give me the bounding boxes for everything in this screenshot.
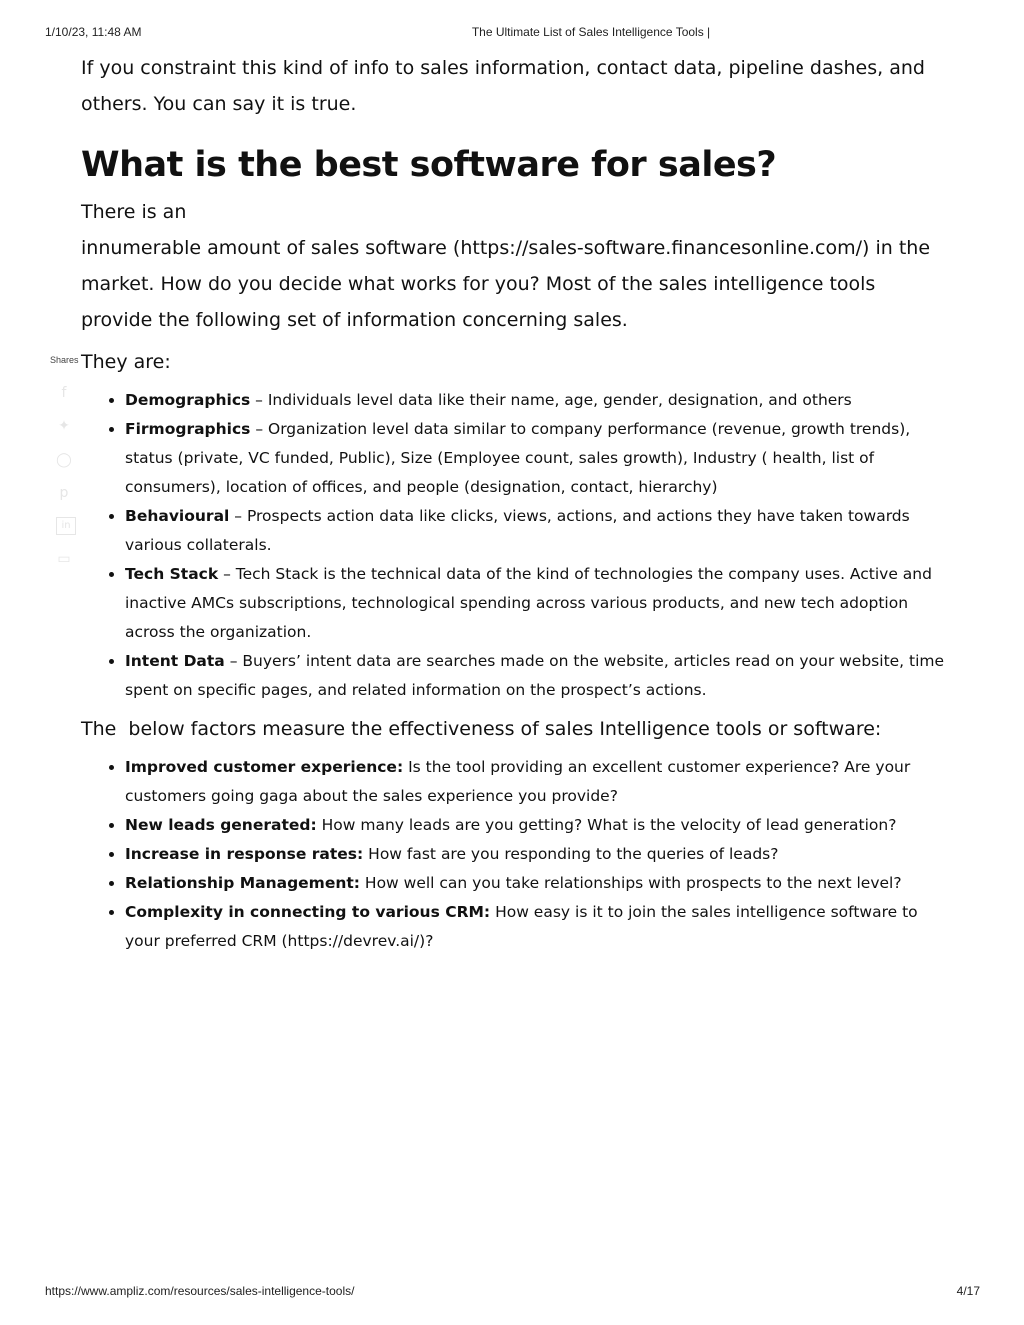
- share-rail: [50, 355, 80, 567]
- list-item-text: – Prospects action data like clicks, views, actions, and actions they have taken towards various collaterals.: [125, 507, 910, 554]
- page-number: 4/17: [956, 1284, 980, 1298]
- email-icon[interactable]: ▭: [57, 551, 71, 567]
- list-item: [125, 869, 949, 898]
- list-item: [125, 811, 949, 840]
- twitter-icon[interactable]: ✦: [58, 418, 70, 434]
- list-item: [125, 502, 949, 560]
- article-body: [81, 50, 949, 956]
- pinterest-icon[interactable]: p: [59, 485, 69, 501]
- share-label: Shares: [50, 355, 79, 365]
- section-heading: What is the best software for sales?: [81, 145, 777, 185]
- list-item-text: Is the tool providing an excellent customer experience? Are your customers going gaga about the sales experience you provide?: [125, 758, 911, 805]
- list-item: [125, 753, 949, 811]
- list-item: [125, 386, 949, 415]
- facebook-icon[interactable]: f: [61, 385, 67, 401]
- print-header: [0, 25, 1024, 41]
- list-item-term: Intent Data: [125, 652, 225, 670]
- list-item: [125, 647, 949, 705]
- list-item-text: – Buyers’ intent data are searches made on the website, articles read on your website, time spent on specific pages, and related information on the prospect’s actions.: [125, 652, 945, 699]
- list-item-text: – Organization level data similar to company performance (revenue, growth trends), status (private, VC funded, Public), Size (Employee count, sales growth), Industry ( health, list of consumers), location of offices, and people (designation, contact, hierarchy): [125, 420, 911, 496]
- list-item-text: How fast are you responding to the queries of leads?: [363, 845, 779, 863]
- list-item-term: Firmographics: [125, 420, 251, 438]
- list-item: [125, 415, 949, 502]
- list-item-term: New leads generated:: [125, 816, 317, 834]
- they-are-label: They are:: [81, 351, 171, 373]
- list-item-term: Demographics: [125, 391, 251, 409]
- list-item-term: Increase in response rates:: [125, 845, 364, 863]
- print-url: https://www.ampliz.com/resources/sales-intelligence-tools/: [45, 1284, 355, 1298]
- list-item-text: – Individuals level data like their name, age, gender, designation, and others: [250, 391, 852, 409]
- list-item-text: How well can you take relationships with prospects to the next level?: [359, 874, 902, 892]
- list-item-text: How easy is it to join the sales intelligence software to your preferred CRM (https://devrev.ai/)?: [125, 903, 918, 950]
- intro-paragraph: If you constraint this kind of info to sales information, contact data, pipeline dashes, and others. You can say it is true.: [81, 57, 925, 115]
- list-item-text: – Tech Stack is the technical data of the kind of technologies the company uses. Active and inactive AMCs subscriptions, technological spending across various products, and new tech adoption across the organization.: [125, 565, 932, 641]
- paragraph-first-line: There is an: [81, 201, 187, 223]
- print-page-title: The Ultimate List of Sales Intelligence Tools |: [471, 25, 711, 39]
- list-item-term: Tech Stack: [125, 565, 219, 583]
- list-item-term: Improved customer experience:: [125, 758, 404, 776]
- list-item-term: Behavioural: [125, 507, 230, 525]
- whatsapp-icon[interactable]: ◯: [56, 452, 72, 468]
- factors-intro: The below factors measure the effectiveness of sales Intelligence tools or software:: [81, 718, 882, 740]
- paragraph-body: innumerable amount of sales software (https://sales-software.financesonline.com/) in the market. How do you decide what works for you? Most of the sales intelligence tools provide the following set of information concerning sales.: [81, 237, 931, 331]
- print-datetime: 1/10/23, 11:48 AM: [45, 25, 142, 39]
- factors-list: [81, 753, 949, 956]
- list-item: [125, 560, 949, 647]
- list-item-term: Relationship Management:: [125, 874, 360, 892]
- list-item-term: Complexity in connecting to various CRM:: [125, 903, 491, 921]
- linkedin-icon[interactable]: in: [56, 517, 76, 535]
- list-item-text: How many leads are you getting? What is the velocity of lead generation?: [316, 816, 897, 834]
- print-footer: [0, 1284, 1024, 1300]
- list-item: [125, 898, 949, 956]
- list-item: [125, 840, 949, 869]
- data-types-list: [81, 386, 949, 705]
